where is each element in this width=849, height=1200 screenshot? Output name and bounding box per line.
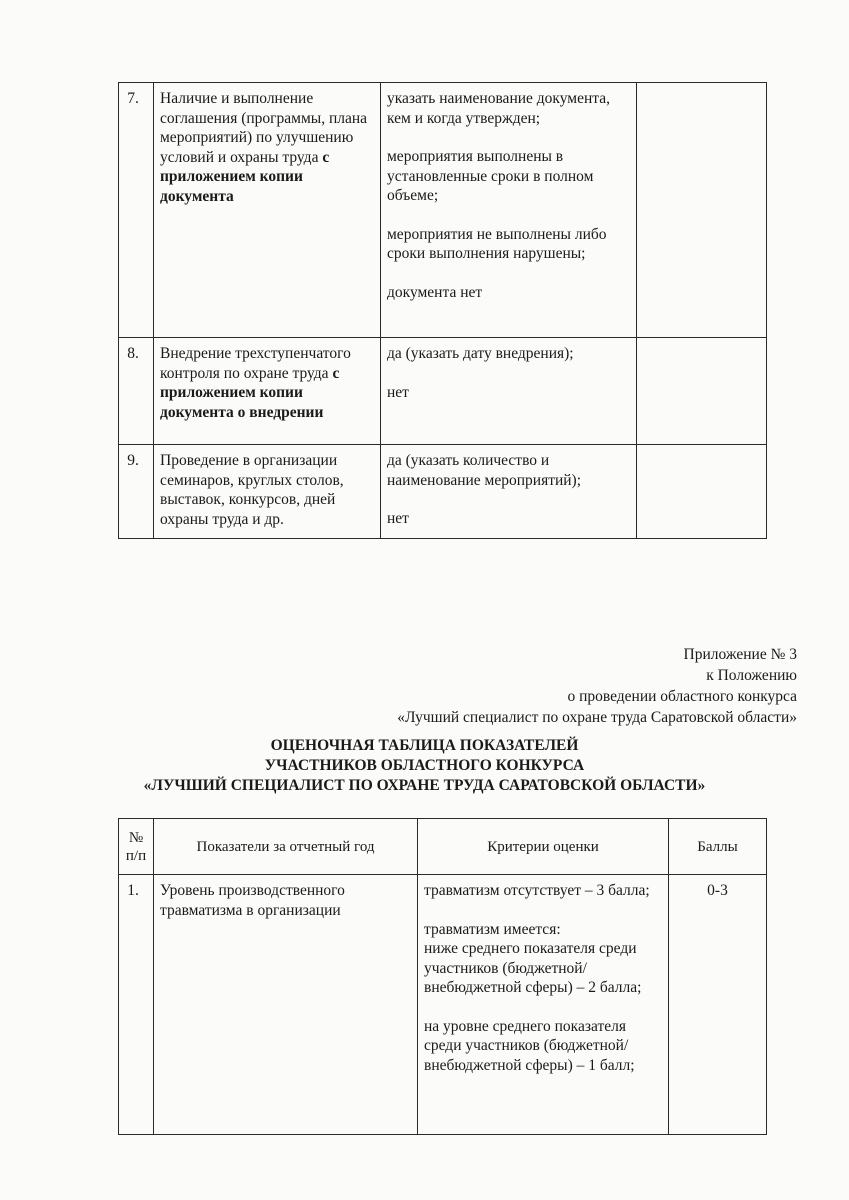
criteria-item: нет bbox=[387, 383, 409, 401]
criteria-item: ниже среднего показателя среди участников (бюджетной/внебюджетной сферы) – 2 балла; bbox=[424, 940, 642, 996]
title-line: УЧАСТНИКОВ ОБЛАСТНОГО КОНКУРСА bbox=[264, 757, 585, 774]
criteria-item: да (указать количество и наименование мероприятий); bbox=[387, 452, 582, 489]
appendix-line: «Лучший специалист по охране труда Саратовской области» bbox=[397, 709, 797, 726]
header-number: № п/п bbox=[119, 819, 154, 875]
header-points: Баллы bbox=[669, 819, 767, 875]
indicator-bold-text: с приложением копии документа о внедрении bbox=[160, 364, 340, 421]
indicator-text: Наличие и выполнение соглашения (программы, плана мероприятий) по улучшению условий и охраны труда bbox=[160, 90, 368, 166]
criteria-item: указать наименование документа, кем и когда утвержден; bbox=[387, 90, 610, 127]
indicator-text: Проведение в организации семинаров, круглых столов, выставок, конкурсов, дней охраны труда и др. bbox=[160, 452, 344, 528]
title-line: «ЛУЧШИЙ СПЕЦИАЛИСТ ПО ОХРАНЕ ТРУДА САРАТОВСКОЙ ОБЛАСТИ» bbox=[143, 777, 706, 794]
criteria-cell bbox=[418, 875, 669, 1135]
indicator-cell bbox=[154, 445, 381, 539]
criteria-item: документа нет bbox=[387, 283, 483, 301]
criteria-item: да (указать дату внедрения); bbox=[387, 345, 574, 362]
appendix-line: о проведении областного конкурса bbox=[567, 688, 797, 705]
indicator-bold-text: с приложением копии документа bbox=[160, 148, 330, 205]
appendix-line: Приложение № 3 bbox=[683, 646, 797, 663]
indicator-cell: Уровень производственного травматизма в организации bbox=[154, 875, 418, 1135]
table-header-row bbox=[119, 819, 767, 875]
header-criteria: Критерии оценки bbox=[418, 819, 669, 875]
row-number: 1. bbox=[119, 875, 154, 1135]
points-cell bbox=[637, 338, 767, 445]
evaluation-table bbox=[118, 818, 767, 1135]
criteria-item: мероприятия выполнены в установленные сроки в полном объеме; bbox=[387, 148, 594, 204]
criteria-item: травматизм имеется: bbox=[424, 920, 561, 938]
row-number: 8. bbox=[119, 338, 154, 445]
row-number: 7. bbox=[119, 83, 154, 338]
table-row bbox=[119, 445, 767, 539]
document-title bbox=[0, 736, 849, 796]
criteria-item: травматизм отсутствует – 3 балла; bbox=[424, 882, 650, 899]
points-cell bbox=[637, 83, 767, 338]
indicator-cell bbox=[154, 83, 381, 338]
criteria-table-continued bbox=[118, 82, 767, 539]
header-indicators: Показатели за отчетный год bbox=[154, 819, 418, 875]
criteria-cell bbox=[381, 83, 637, 338]
points-cell bbox=[637, 445, 767, 539]
criteria-item: нет bbox=[387, 510, 409, 527]
indicator-cell bbox=[154, 338, 381, 445]
criteria-cell bbox=[381, 338, 637, 445]
title-line: ОЦЕНОЧНАЯ ТАБЛИЦА ПОКАЗАТЕЛЕЙ bbox=[270, 737, 579, 754]
table-row bbox=[119, 338, 767, 445]
points-cell: 0-3 bbox=[669, 875, 767, 1135]
row-number: 9. bbox=[119, 445, 154, 539]
table-row bbox=[119, 875, 767, 1135]
table-row bbox=[119, 83, 767, 338]
appendix-header bbox=[397, 644, 797, 728]
appendix-line: к Положению bbox=[706, 667, 797, 684]
criteria-item: мероприятия не выполнены либо сроки выполнения нарушены; bbox=[387, 225, 607, 262]
criteria-cell bbox=[381, 445, 637, 539]
criteria-item: на уровне среднего показателя среди участников (бюджетной/ внебюджетной сферы) – 1 балл; bbox=[424, 1017, 635, 1074]
indicator-text: Внедрение трехступенчатого контроля по охране труда bbox=[160, 345, 351, 382]
